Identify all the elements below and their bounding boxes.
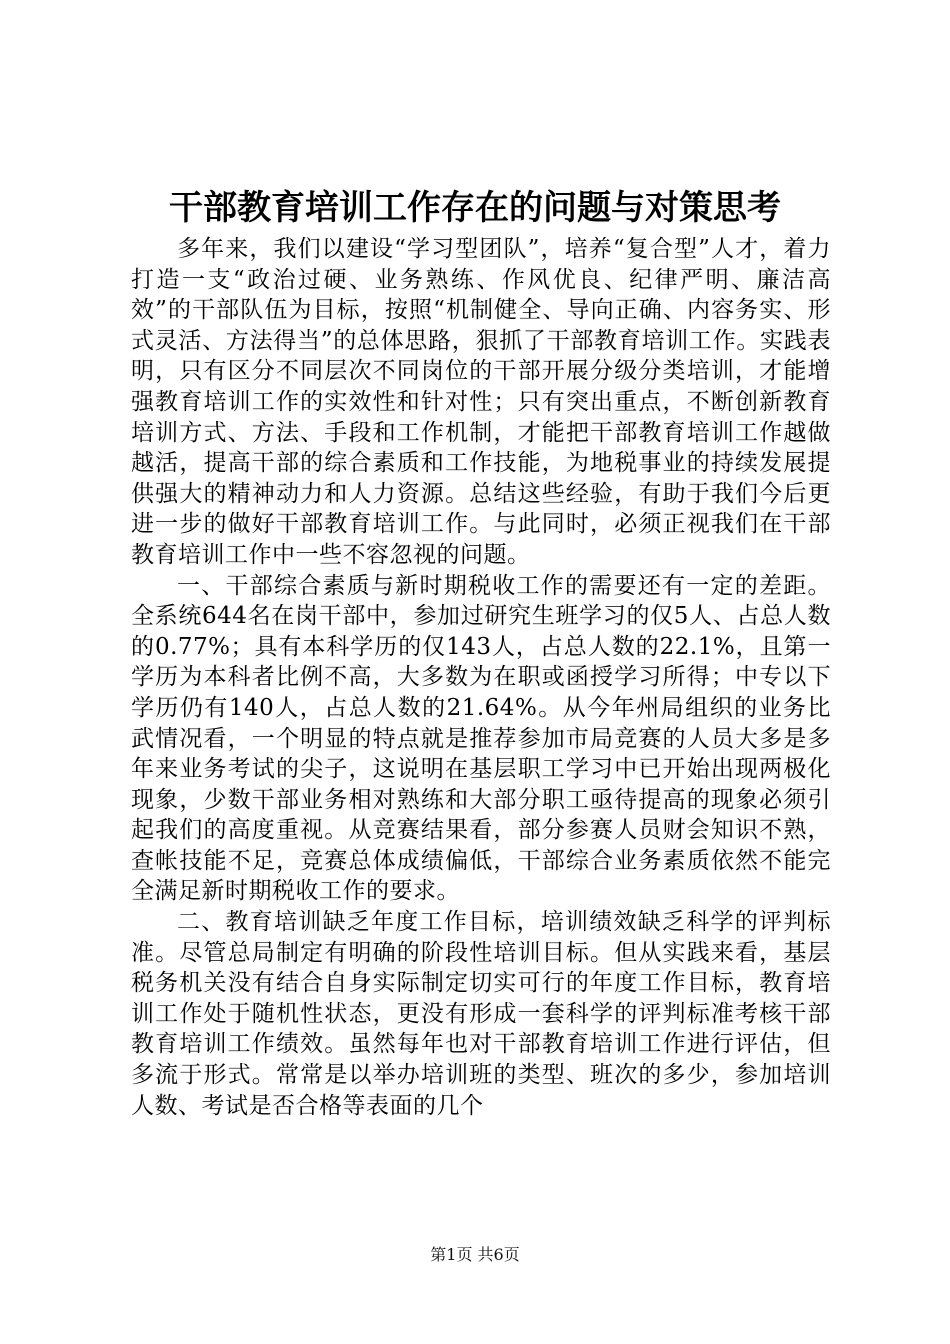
page-number-footer: 第1页 共6页 xyxy=(430,1245,520,1264)
document-body xyxy=(131,234,831,1121)
paragraph-issue-one: 一、干部综合素质与新时期税收工作的需要还有一定的差距。全系统644名在岗干部中，参加过研究生班学习的仅5人、占总人数的0.77%；具有本科学历的仅143人，占总人数的22.1%，且第一学历为本科者比例不高，大多数为在职或函授学习所得；中专以下学历仍有140人，占总人数的21.64%。从今年州局组织的业务比武情况看，一个明显的特点就是推荐参加市局竞赛的人员大多是多年来业务考试的尖子，这说明在基层职工学习中已开始出现两极化现象，少数干部业务相对熟练和大部分职工亟待提高的现象必须引起我们的高度重视。从竞赛结果看，部分参赛人员财会知识不熟，查帐技能不足，竞赛总体成绩偏低，干部综合业务素质依然不能完全满足新时期税收工作的要求。 xyxy=(131,572,831,905)
paragraph-issue-two: 二、教育培训缺乏年度工作目标，培训绩效缺乏科学的评判标准。尽管总局制定有明确的阶段性培训目标。但从实践来看，基层税务机关没有结合自身实际制定切实可行的年度工作目标，教育培训工作处于随机性状态，更没有形成一套科学的评判标准考核干部教育培训工作绩效。虽然每年也对干部教育培训工作进行评估，但多流于形式。常常是以举办培训班的类型、班次的多少，参加培训人数、考试是否合格等表面的几个 xyxy=(131,909,831,1119)
document-title: 干部教育培训工作存在的问题与对策思考 xyxy=(169,188,781,228)
paragraph-intro: 多年来，我们以建设“学习型团队”，培养“复合型”人才，着力打造一支“政治过硬、业务熟练、作风优良、纪律严明、廉洁高效”的干部队伍为目标，按照“机制健全、导向正确、内容务实、形式灵活、方法得当”的总体思路，狠抓了干部教育培训工作。实践表明，只有区分不同层次不同岗位的干部开展分级分类培训，才能增强教育培训工作的实效性和针对性；只有突出重点，不断创新教育培训方式、方法、手段和工作机制，才能把干部教育培训工作越做越活，提高干部的综合素质和工作技能，为地税事业的持续发展提供强大的精神动力和人力资源。总结这些经验，有助于我们今后更进一步的做好干部教育培训工作。与此同时，必须正视我们在干部教育培训工作中一些不容忽视的问题。 xyxy=(131,236,831,568)
